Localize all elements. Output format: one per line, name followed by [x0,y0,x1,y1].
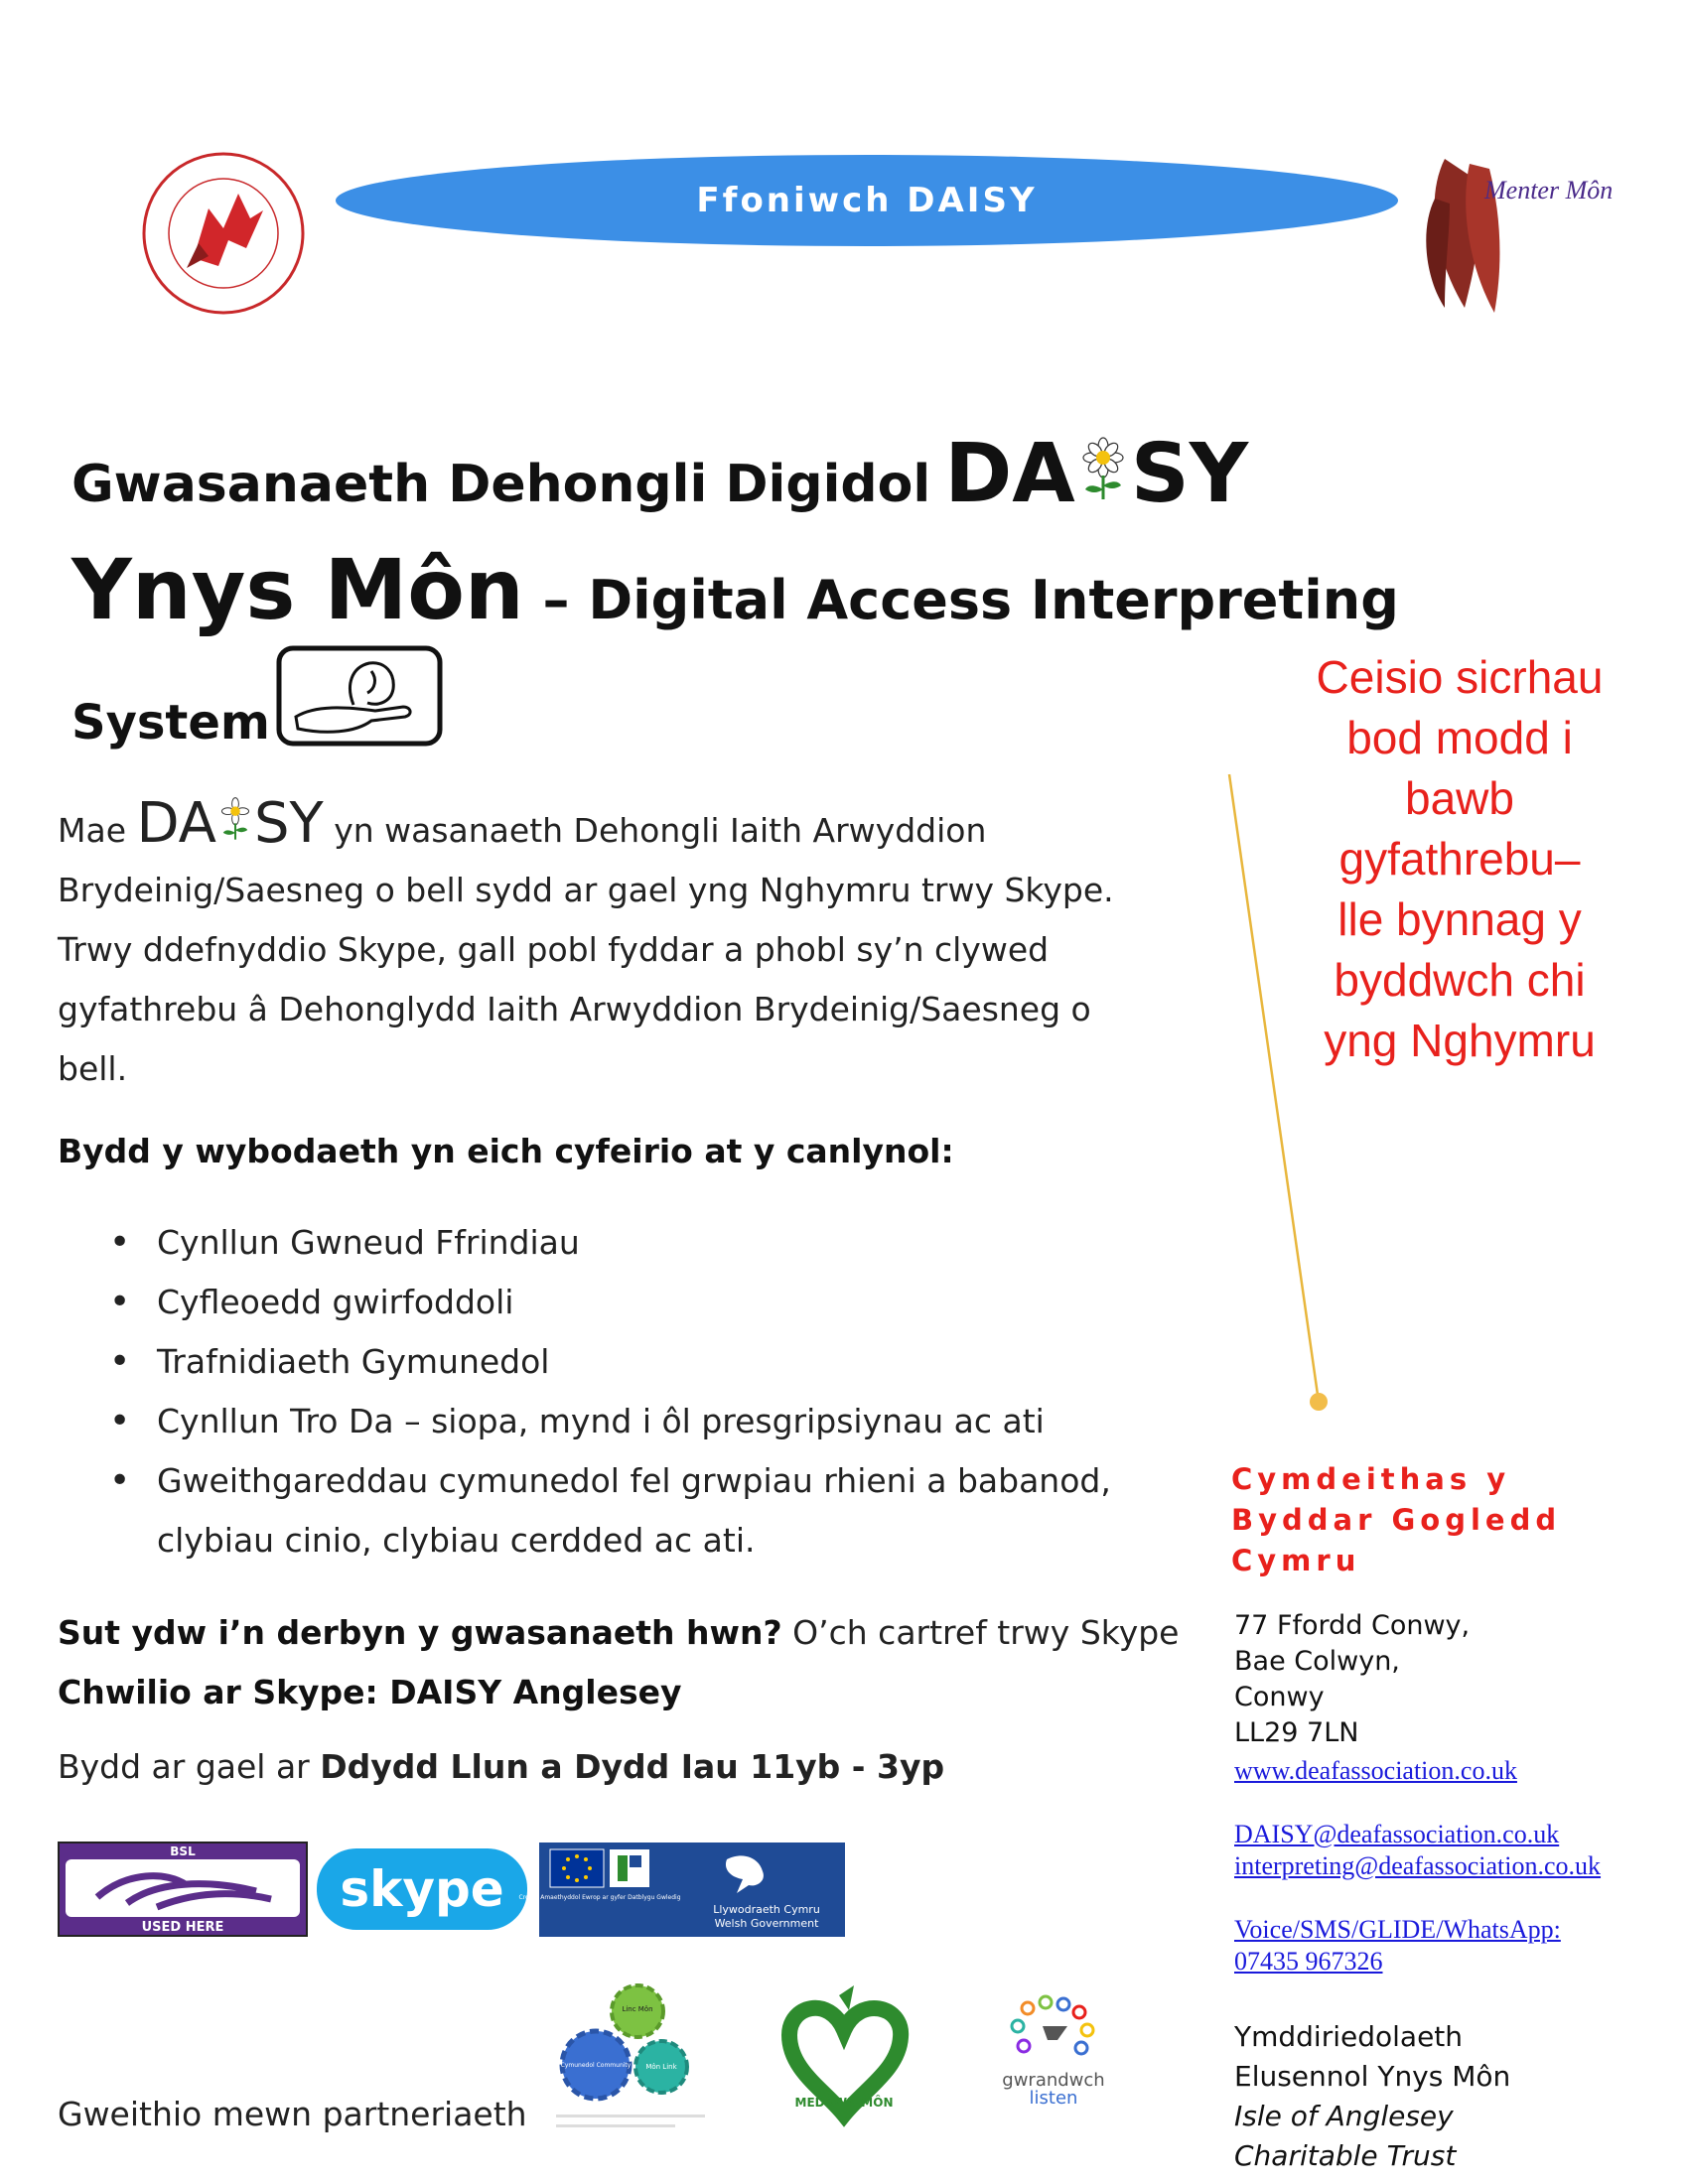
list-item: • Trafnidiaeth Gymunedol [109,1332,1229,1392]
callout-line: bawb [1405,772,1514,824]
org-name-line: Byddar Gogledd [1231,1503,1562,1537]
list-item-line: Gweithgareddau cymunedol fel grwpiau rhieni a babanod, [157,1461,1111,1500]
medrwn-text: MEDRWN MÔN [794,2096,894,2110]
availability-prefix: Bydd ar gael ar [58,1747,321,1786]
bsl-text: BSL [170,1844,196,1858]
list-item: • Cyfleoedd gwirfoddoli [109,1273,1229,1332]
list-item [109,1451,1229,1570]
welsh-gov-text-en: Welsh Government [714,1917,819,1930]
main-title-line1 [71,427,1248,521]
how-answer: O’ch cartref trwy Skype [781,1613,1180,1652]
daisy-flower-icon [1075,440,1131,501]
north-wales-deaf-association-logo [139,149,308,318]
banner-text: Ffoniwch DAISY [696,181,1038,220]
address-line: Conwy [1234,1682,1325,1712]
main-title-line3: System [71,695,270,751]
listen-text: listen [1029,2088,1078,2109]
trust-line-en: Charitable Trust [1234,2139,1457,2172]
callout-line: yng Nghymru [1324,1015,1596,1066]
skype-text: skype [340,1860,504,1918]
intro-paragraph [58,791,1150,1099]
skype-search: Chwilio ar Skype: DAISY Anglesey [58,1673,682,1711]
intro-daisy-wordmark [136,791,324,856]
intro-daisy-flower-icon [216,798,254,842]
gwrandwch-text: gwrandwch [1002,2070,1105,2091]
callout-pointer-line [1211,764,1331,1420]
skype-logo [311,1835,534,1944]
intro-line-4: gyfathrebu â Dehonglydd Iaith Arwyddion Brydeinig/Saesneg o [58,990,1091,1028]
call-daisy-banner [336,155,1398,246]
availability [58,1747,944,1786]
trust-line: Elusennol Ynys Môn [1234,2060,1511,2093]
availability-days: Ddydd Llun a Dydd Iau 11yb - 3yp [320,1747,945,1786]
list-item: • Cynllun Gwneud Ffrindiau [109,1213,1229,1273]
postal-address [1234,1608,1470,1751]
phone-number-link[interactable]: 07435 967326 [1234,1947,1383,1976]
sign-language-icon [276,645,443,747]
trust-line-en: Isle of Anglesey [1234,2100,1454,2132]
daisy-da: DA [944,427,1075,521]
menter-mon-logo [1415,139,1614,318]
intro-daisy-da: DA [136,791,216,856]
callout-line: bod modd i [1346,712,1573,763]
svg-text:Menter Môn: Menter Môn [1484,176,1614,205]
website-link[interactable]: www.deafassociation.co.uk [1234,1756,1517,1785]
bsl-used-here-text: USED HERE [141,1920,224,1935]
daisy-email-link[interactable]: DAISY@deafassociation.co.uk [1234,1820,1560,1848]
intro-line-1 [58,791,1150,861]
bsl-used-here-logo [58,1842,308,1937]
main-title-line2 [71,541,1399,638]
linc-text: Linc Môn [622,2005,653,2013]
callout-line: byddwch chi [1334,954,1586,1006]
mon-link-text: Môn Link [645,2063,677,2071]
voice-sms-label-link[interactable]: Voice/SMS/GLIDE/WhatsApp: [1234,1915,1561,1944]
medrwn-mon-logo [770,1976,918,2124]
intro-line-2: Brydeinig/Saesneg o bell sydd ar gael yng Nghymru trwy Skype. [58,871,1114,909]
intro-line1-rest: yn wasanaeth Dehongli Iaith Arwyddion [323,811,987,850]
intro-line-5: bell. [58,1049,128,1088]
charitable-trust-credit [1234,2017,1510,2176]
info-heading: Bydd y wybodaeth yn eich cyfeirio at y canlynol: [58,1132,954,1170]
intro-line-3: Trwy ddefnyddio Skype, gall pobl fyddar a phobl sy’n clywed [58,930,1050,969]
how-to-receive [58,1603,1179,1722]
intro-daisy-sy: SY [253,791,324,856]
org-name-line: Cymdeithas y [1231,1462,1511,1496]
address-line: 77 Ffordd Conwy, [1234,1610,1471,1641]
gwrandwch-listen-logo [988,1990,1122,2119]
partnership-text: Gweithio mewn partneriaeth [58,2095,527,2133]
linc-community-link-logo [556,1976,705,2154]
callout-line: lle bynnag y [1337,893,1582,945]
callout-line: gyfathrebu– [1338,833,1581,885]
cymunedol-text: Cymunedol Community [560,2062,632,2069]
list-item: • Cynllun Tro Da – siopa, mynd i ôl presgripsiynau ac ati [109,1392,1229,1451]
address-line: Bae Colwyn, [1234,1646,1400,1677]
eu-caption: Cronfa Amaethyddol Ewrop ar gyfer Datblygu Gwledig [518,1894,681,1901]
organisation-name [1231,1459,1668,1581]
callout-text [1281,647,1638,1071]
services-list [109,1213,1229,1570]
how-question: Sut ydw i’n derbyn y gwasanaeth hwn? [58,1613,782,1652]
title-digital-access: – Digital Access Interpreting [523,569,1399,631]
trust-line: Ymddiriedolaeth [1234,2020,1464,2053]
daisy-sy: SY [1130,427,1249,521]
title-service-name: Gwasanaeth Dehongli Digidol [71,455,931,514]
intro-mae: Mae [58,811,137,850]
daisy-wordmark [944,427,1248,521]
callout-line: Ceisio sicrhau [1316,651,1604,703]
list-item-line: clybiau cinio, clybiau cerdded ac ati. [157,1521,756,1560]
welsh-gov-text: Llywodraeth Cymru [713,1903,820,1916]
eu-welsh-government-logo [518,1842,846,1938]
address-line: LL29 7LN [1234,1717,1359,1748]
interpreting-email-link[interactable]: interpreting@deafassociation.co.uk [1234,1851,1602,1880]
title-ynys-mon: Ynys Môn [71,541,524,638]
org-name-line: Cymru [1231,1544,1361,1577]
